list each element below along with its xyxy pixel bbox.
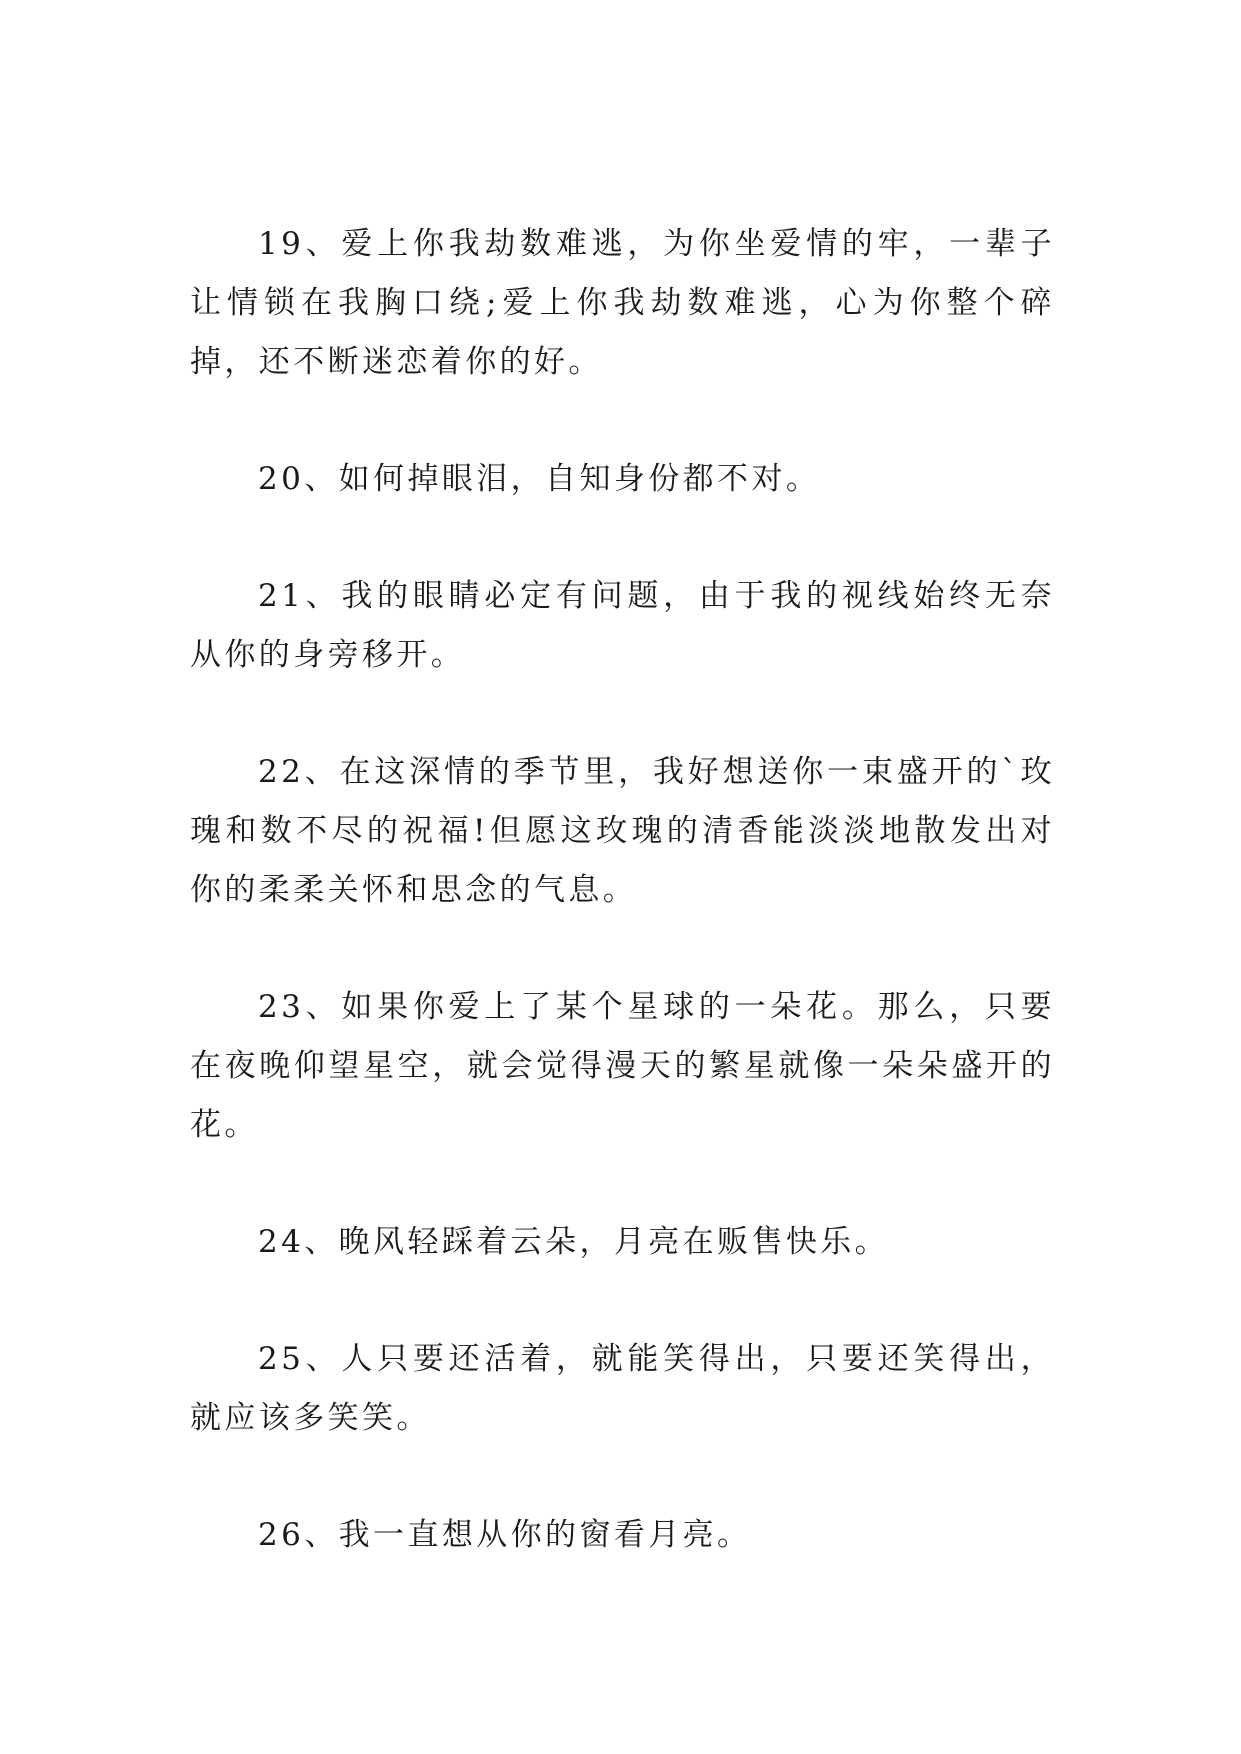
paragraph-23: 23、如果你爱上了某个星球的一朵花。那么，只要在夜晚仰望星空，就会觉得漫天的繁星就像一朵朵盛开的花。: [190, 989, 1055, 1143]
paragraph-22: 22、在这深情的季节里，我好想送你一束盛开的`玫瑰和数不尽的祝福!但愿这玫瑰的清香能淡淡地散发出对你的柔柔关怀和思念的气息。: [190, 754, 1055, 908]
paragraph-21: 21、我的眼睛必定有问题，由于我的视线始终无奈从你的身旁移开。: [190, 578, 1055, 673]
paragraph-25: 25、人只要还活着，就能笑得出，只要还笑得出，就应该多笑笑。: [190, 1341, 1055, 1436]
document-body: [190, 215, 1055, 1623]
paragraph-20: 20、如何掉眼泪，自知身份都不对。: [258, 461, 821, 497]
paragraph-24: 24、晚风轻踩着云朵，月亮在贩售快乐。: [258, 1224, 890, 1260]
paragraph-19: 19、爱上你我劫数难逃，为你坐爱情的牢，一辈子让情锁在我胸口绕;爱上你我劫数难逃，心为你整个碎掉，还不断迷恋着你的好。: [190, 226, 1055, 380]
paragraph-26: 26、我一直想从你的窗看月亮。: [258, 1517, 752, 1553]
